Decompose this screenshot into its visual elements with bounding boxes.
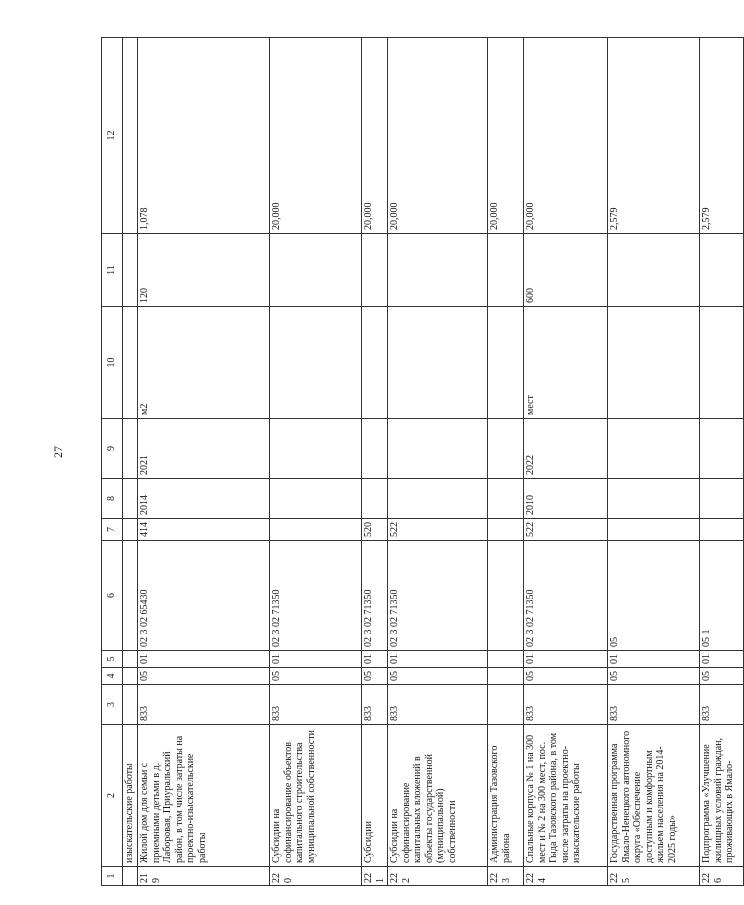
- cell-c4: 05: [270, 668, 362, 685]
- cell-c3: 833: [138, 685, 270, 725]
- empty-cell: [123, 668, 138, 685]
- cell-c10: [488, 307, 524, 419]
- cell-c4: 05: [362, 668, 388, 685]
- row-name: Субсидии: [362, 725, 388, 867]
- cell-c10: м2: [138, 307, 270, 419]
- cell-c5: 01: [608, 651, 700, 668]
- page-number: 27: [51, 446, 65, 458]
- header-cell: 12: [102, 38, 123, 234]
- cell-c7: 522: [388, 519, 488, 541]
- cell-c8: [270, 479, 362, 519]
- cell-c8: [488, 479, 524, 519]
- cell-c5: 01: [524, 651, 608, 668]
- cell-c6: 02 3 02 71350: [388, 541, 488, 651]
- cell-c11: [388, 234, 488, 307]
- empty-cell: [123, 234, 138, 307]
- cell-c3: 833: [524, 685, 608, 725]
- cell-c5: [488, 651, 524, 668]
- cell-c9: [388, 419, 488, 479]
- cell-c6: 02 3 02 65430: [138, 541, 270, 651]
- header-cell: 1: [102, 867, 123, 886]
- budget-table-wrapper: [101, 38, 735, 886]
- cell-c6: 02 3 02 71350: [362, 541, 388, 651]
- row-number: 219: [138, 867, 270, 886]
- row-number: 220: [270, 867, 362, 886]
- table-row: [524, 38, 608, 886]
- header-cell: 2: [102, 725, 123, 867]
- empty-cell: [123, 651, 138, 668]
- cell-c11: 600: [524, 234, 608, 307]
- cell-c6: 02 3 02 71350: [270, 541, 362, 651]
- header-cell: 6: [102, 541, 123, 651]
- cell-c10: [362, 307, 388, 419]
- header-cell: 10: [102, 307, 123, 419]
- cell-c6: [488, 541, 524, 651]
- cell-c4: 05: [388, 668, 488, 685]
- empty-cell: [123, 867, 138, 886]
- row-name: Государственная программа Ямало-Ненецкого автономного округа «Обеспечение доступным и комфортным жильем населения на 2014-2025 годы»: [608, 725, 700, 867]
- table-row: [388, 38, 488, 886]
- cell-c7: 520: [362, 519, 388, 541]
- row-number: 225: [608, 867, 700, 886]
- cell-c12: 2,579: [608, 38, 700, 234]
- cell-c4: 05: [138, 668, 270, 685]
- cell-c5: 01: [700, 651, 744, 668]
- cell-c10: [700, 307, 744, 419]
- cell-c7: [270, 519, 362, 541]
- cell-c11: [362, 234, 388, 307]
- row-name: Спальные корпуса № 1 на 300 мест и № 2 на 300 мест, пос. Гыда Тазовского района, в том числе затраты на проектно-изыскательские работы: [524, 725, 608, 867]
- cell-c12: 1,078: [138, 38, 270, 234]
- cell-c8: [700, 479, 744, 519]
- cell-c8: [608, 479, 700, 519]
- empty-cell: [123, 479, 138, 519]
- header-row: [102, 38, 123, 886]
- cell-c8: [388, 479, 488, 519]
- cell-c8: [362, 479, 388, 519]
- cell-c5: 01: [362, 651, 388, 668]
- empty-cell: [123, 38, 138, 234]
- row-number: 223: [488, 867, 524, 886]
- cell-c7: 522: [524, 519, 608, 541]
- header-cell: 8: [102, 479, 123, 519]
- budget-table: [101, 37, 744, 886]
- cell-c5: 01: [138, 651, 270, 668]
- cell-c11: 120: [138, 234, 270, 307]
- cell-c9: 2021: [138, 419, 270, 479]
- table-row: [608, 38, 700, 886]
- cell-c3: 833: [270, 685, 362, 725]
- cell-c8: 2010: [524, 479, 608, 519]
- row-name: Жилой дом для семьи с приемными детьми в д. Лаборовая, Приуральский район, в том числе затраты на проектно-изыскательские работы: [138, 725, 270, 867]
- row-number: 221: [362, 867, 388, 886]
- cell-c12: 20,000: [488, 38, 524, 234]
- empty-cell: [123, 419, 138, 479]
- cell-c10: [388, 307, 488, 419]
- header-cell: 9: [102, 419, 123, 479]
- cell-c10: [270, 307, 362, 419]
- table-row: [700, 38, 744, 886]
- table-row: [362, 38, 388, 886]
- header-cell: 3: [102, 685, 123, 725]
- header-cell: 5: [102, 651, 123, 668]
- row-name: Администрация Тазовского района: [488, 725, 524, 867]
- row-number: 224: [524, 867, 608, 886]
- cell-c7: 414: [138, 519, 270, 541]
- empty-cell: [123, 307, 138, 419]
- empty-cell: [123, 519, 138, 541]
- cell-c9: [488, 419, 524, 479]
- table-row: [270, 38, 362, 886]
- cell-c12: 20,000: [270, 38, 362, 234]
- cell-c12: 20,000: [388, 38, 488, 234]
- header-cell: 4: [102, 668, 123, 685]
- table-row: [488, 38, 524, 886]
- cell-c4: 05: [524, 668, 608, 685]
- cell-c9: [362, 419, 388, 479]
- cell-c9: 2022: [524, 419, 608, 479]
- cell-c12: 20,000: [362, 38, 388, 234]
- row-name: Субсидии на софинансирование объектов капитального строительства муниципальной собственности: [270, 725, 362, 867]
- cell-c7: [700, 519, 744, 541]
- cell-c4: 05: [700, 668, 744, 685]
- table-row: [138, 38, 270, 886]
- row-number: 222: [388, 867, 488, 886]
- cell-c3: 833: [362, 685, 388, 725]
- row-name: Подпрограмма «Улучшение жилищных условий граждан, проживающих в Ямало-: [700, 725, 744, 867]
- cell-c5: 01: [270, 651, 362, 668]
- cell-c8: 2014: [138, 479, 270, 519]
- row-number: 226: [700, 867, 744, 886]
- cell-c9: [608, 419, 700, 479]
- cell-c6: 05: [608, 541, 700, 651]
- cell-c11: [270, 234, 362, 307]
- cell-c6: 05 1: [700, 541, 744, 651]
- header-cell: 7: [102, 519, 123, 541]
- cell-c5: 01: [388, 651, 488, 668]
- cell-c3: 833: [700, 685, 744, 725]
- cell-c3: 833: [608, 685, 700, 725]
- cell-c3: 833: [388, 685, 488, 725]
- cell-c3: [488, 685, 524, 725]
- empty-cell: [123, 541, 138, 651]
- continuation-row: [123, 38, 138, 886]
- cell-c11: [608, 234, 700, 307]
- empty-cell: [123, 685, 138, 725]
- cell-c9: [700, 419, 744, 479]
- cell-c12: 20,000: [524, 38, 608, 234]
- cell-c10: [608, 307, 700, 419]
- row-name: Субсидии на софинансирование капитальных вложений в объекты государственной (муниципальной) собственности: [388, 725, 488, 867]
- header-cell: 11: [102, 234, 123, 307]
- cell-c6: 02 3 02 71350: [524, 541, 608, 651]
- cell-c7: [608, 519, 700, 541]
- cell-c7: [488, 519, 524, 541]
- cell-c4: [488, 668, 524, 685]
- cell-c4: 05: [608, 668, 700, 685]
- cell-c12: 2,579: [700, 38, 744, 234]
- cell-c10: мест: [524, 307, 608, 419]
- cell-c9: [270, 419, 362, 479]
- rotated-table-container: [101, 38, 735, 886]
- table-body: [102, 38, 744, 886]
- continuation-text: изыскательские работы: [123, 725, 138, 867]
- cell-c11: [700, 234, 744, 307]
- cell-c11: [488, 234, 524, 307]
